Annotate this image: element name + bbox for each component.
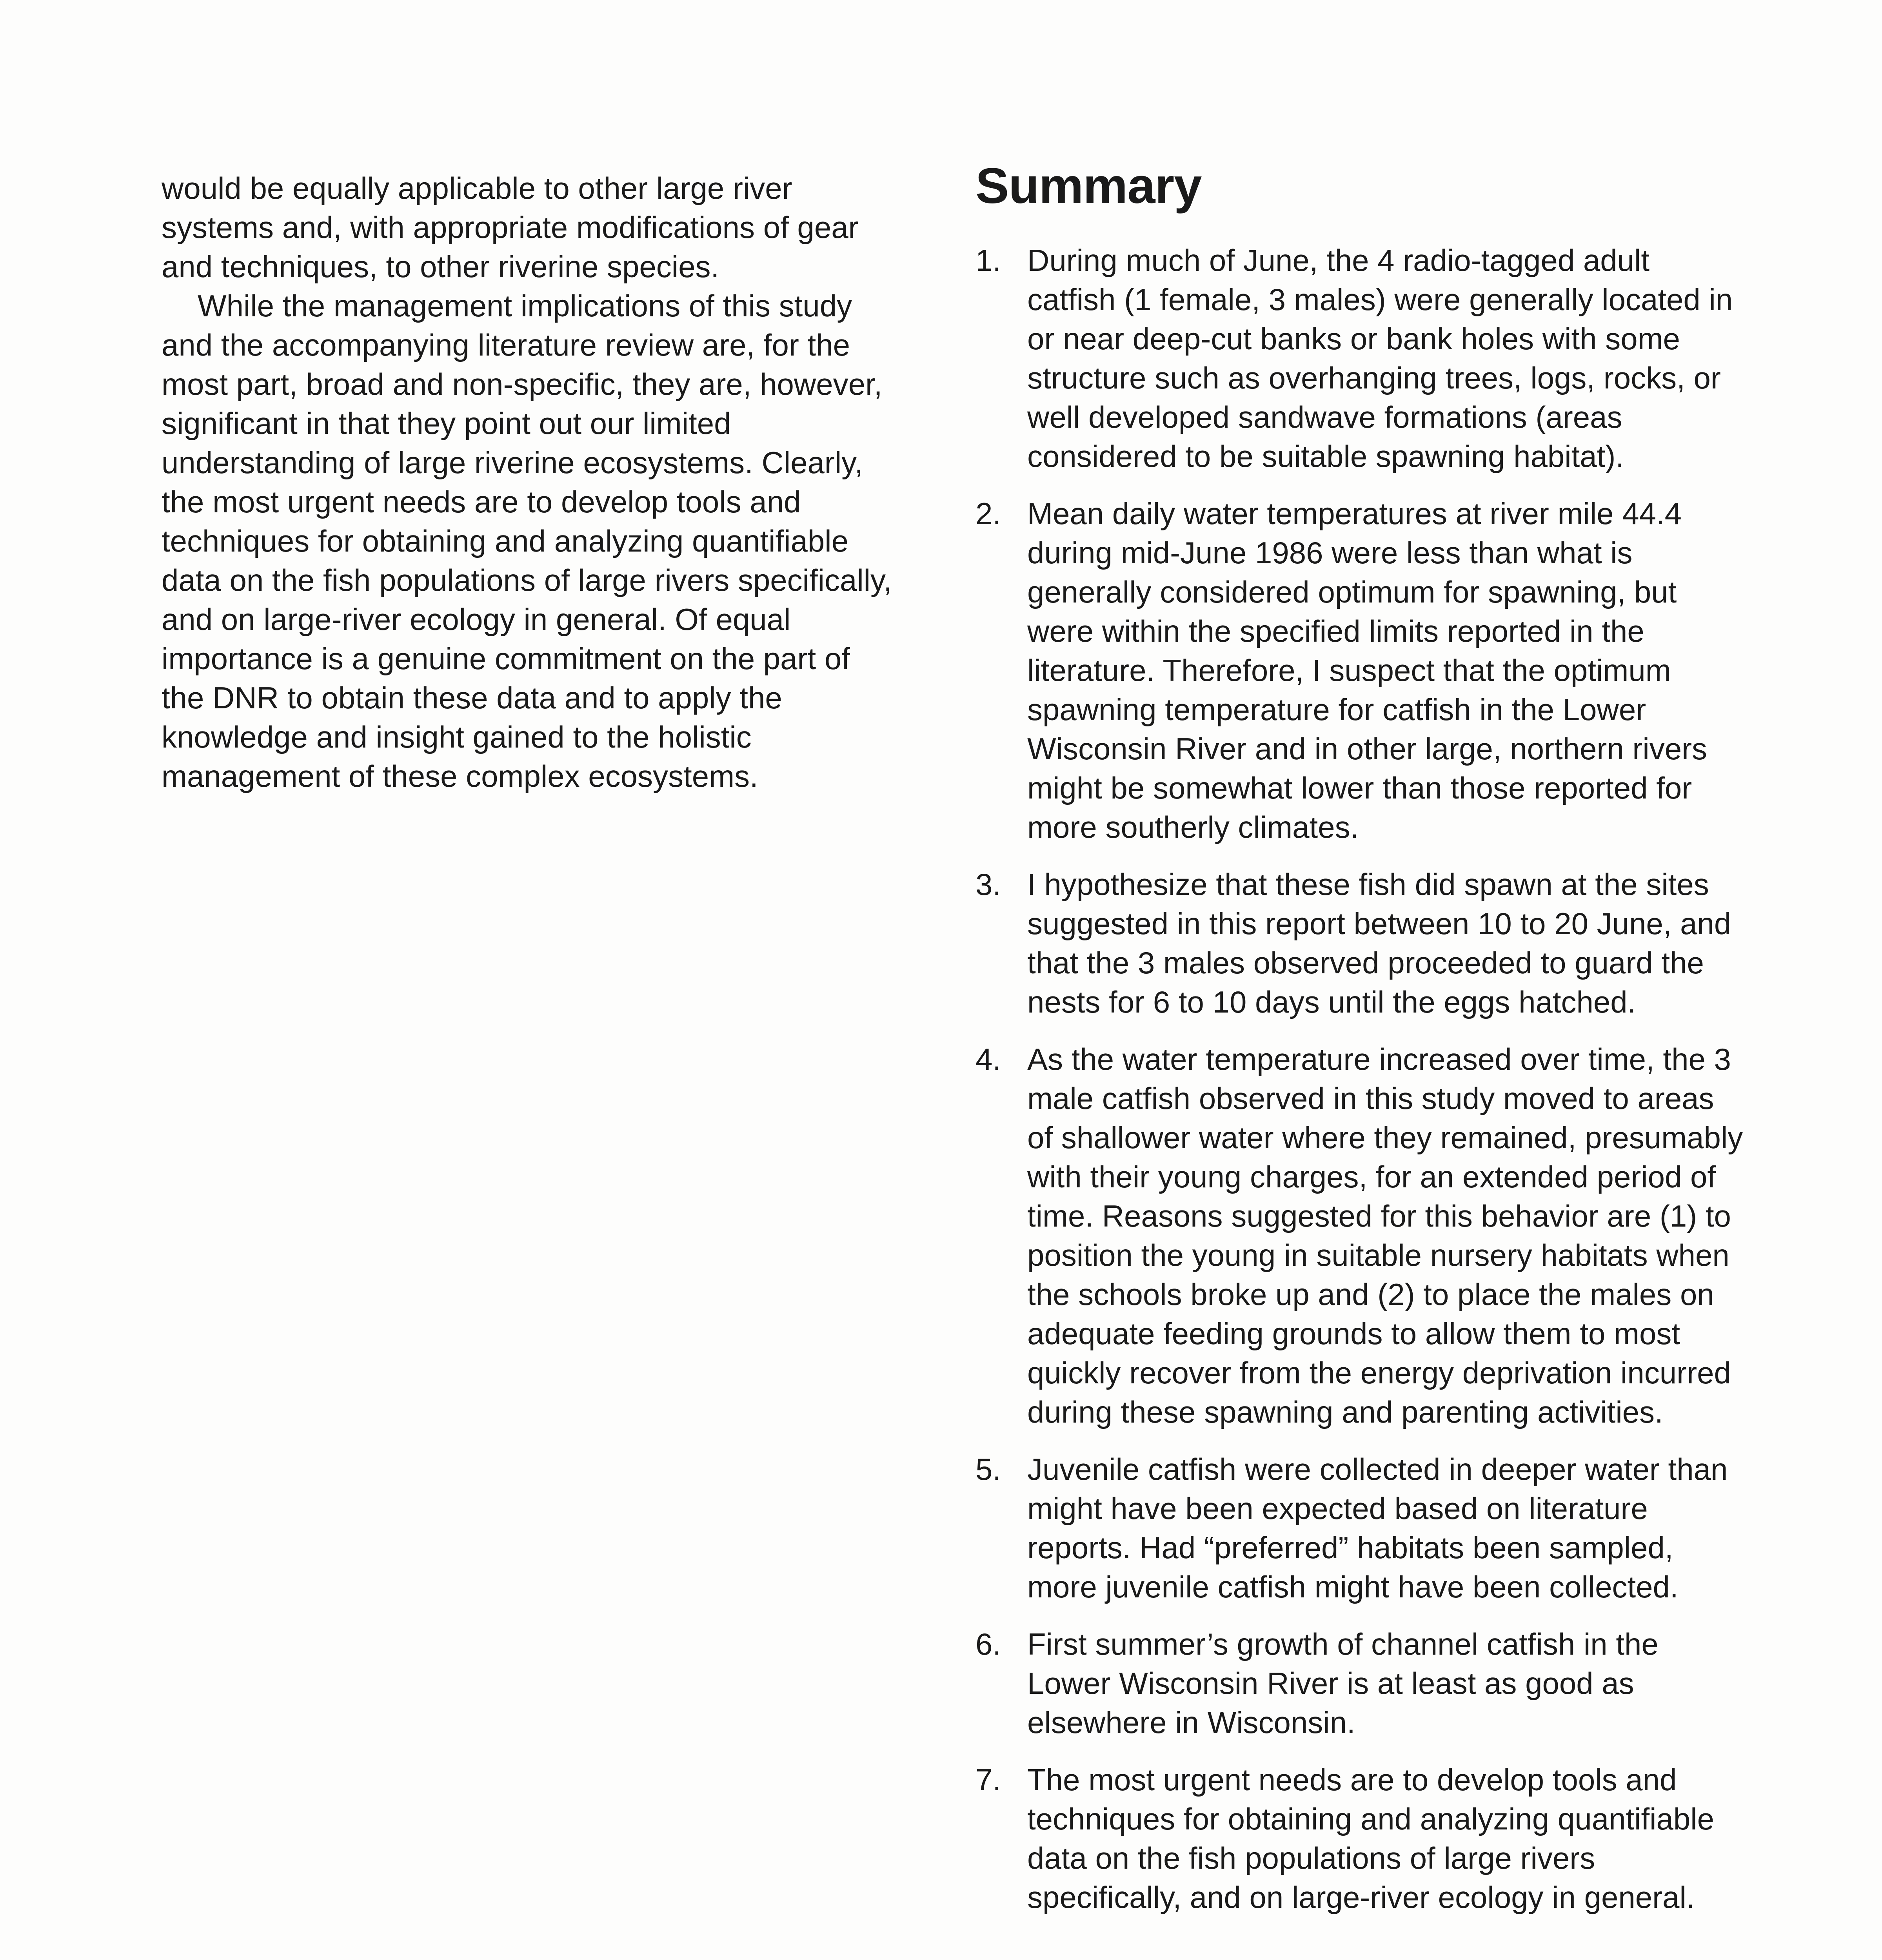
summary-item-number: 1. bbox=[976, 243, 1001, 278]
right-column bbox=[976, 157, 1744, 1935]
summary-item-text: First summer’s growth of channel catfish in the Lower Wisconsin River is at least as good as elsewhere in Wisconsin. bbox=[1027, 1627, 1659, 1740]
summary-item-text: As the water temperature increased over time, the 3 male catfish observed in this study moved to areas of shallower water where they remained, presumably with their young charges, for an extended period of time. Reasons suggested for this behavior are (1) to position the young in suitable nursery habitats when the schools broke up and (2) to place the males on adequate feeding grounds to allow them to most quickly recover from the energy deprivation incurred during these spawning and parenting activities. bbox=[1027, 1042, 1743, 1429]
summary-item-number: 3. bbox=[976, 867, 1001, 902]
summary-item bbox=[976, 1760, 1744, 1917]
summary-heading: Summary bbox=[976, 158, 1202, 214]
summary-item-text: During much of June, the 4 radio-tagged adult catfish (1 female, 3 males) were generally located in or near deep-cut banks or bank holes with some structure such as overhanging trees, logs, rocks, or well developed sandwave formations (areas considered to be suitable spawning habitat). bbox=[1027, 243, 1733, 474]
left-column bbox=[162, 169, 899, 796]
summary-item bbox=[976, 1040, 1744, 1432]
summary-item-text: Mean daily water temperatures at river mile 44.4 during mid-June 1986 were less than what is generally considered optimum for spawning, but were within the specified limits reported in the literature. Therefore, I suspect that the optimum spawning temperature for catfish in the Lower Wisconsin River and in other large, northern rivers might be somewhat lower than those reported for more southerly climates. bbox=[1027, 496, 1708, 844]
paragraph-management-implications: While the management implications of this study and the accompanying literature review are, for the most part, broad and non-specific, they are, however, significant in that they point out our limited understanding of large riverine ecosystems. Clearly, the most urgent needs are to develop tools and techniques for obtaining and analyzing quantifiable data on the fish populations of large rivers specifically, and on large-river ecology in general. Of equal importance is a genuine commitment on the part of the DNR to obtain these data and to apply the knowledge and insight gained to the holistic management of these complex ecosystems. bbox=[162, 289, 892, 793]
summary-item-text: The most urgent needs are to develop tools and techniques for obtaining and analyzing quantifiable data on the fish populations of large rivers specifically, and on large-river ecology in general. bbox=[1027, 1762, 1714, 1915]
summary-item-number: 4. bbox=[976, 1042, 1001, 1076]
summary-item bbox=[976, 1450, 1744, 1606]
paragraph-continuation: would be equally applicable to other large river systems and, with appropriate modifications of gear and techniques, to other riverine species. bbox=[162, 171, 859, 284]
summary-item-text: I hypothesize that these fish did spawn at the sites suggested in this report between 10 to 20 June, and that the 3 males observed proceeded to guard the nests for 6 to 10 days until the eggs hatched. bbox=[1027, 867, 1731, 1019]
summary-item-number: 2. bbox=[976, 496, 1001, 531]
summary-item-number: 5. bbox=[976, 1452, 1001, 1486]
summary-item bbox=[976, 1624, 1744, 1742]
summary-item-number: 7. bbox=[976, 1762, 1001, 1797]
summary-list bbox=[976, 241, 1744, 1917]
summary-item-number: 6. bbox=[976, 1627, 1001, 1661]
summary-item bbox=[976, 494, 1744, 847]
summary-item bbox=[976, 241, 1744, 476]
summary-item-text: Juvenile catfish were collected in deeper water than might have been expected based on literature reports. Had “preferred” habitats been sampled, more juvenile catfish might have been collected. bbox=[1027, 1452, 1728, 1604]
summary-item bbox=[976, 865, 1744, 1022]
